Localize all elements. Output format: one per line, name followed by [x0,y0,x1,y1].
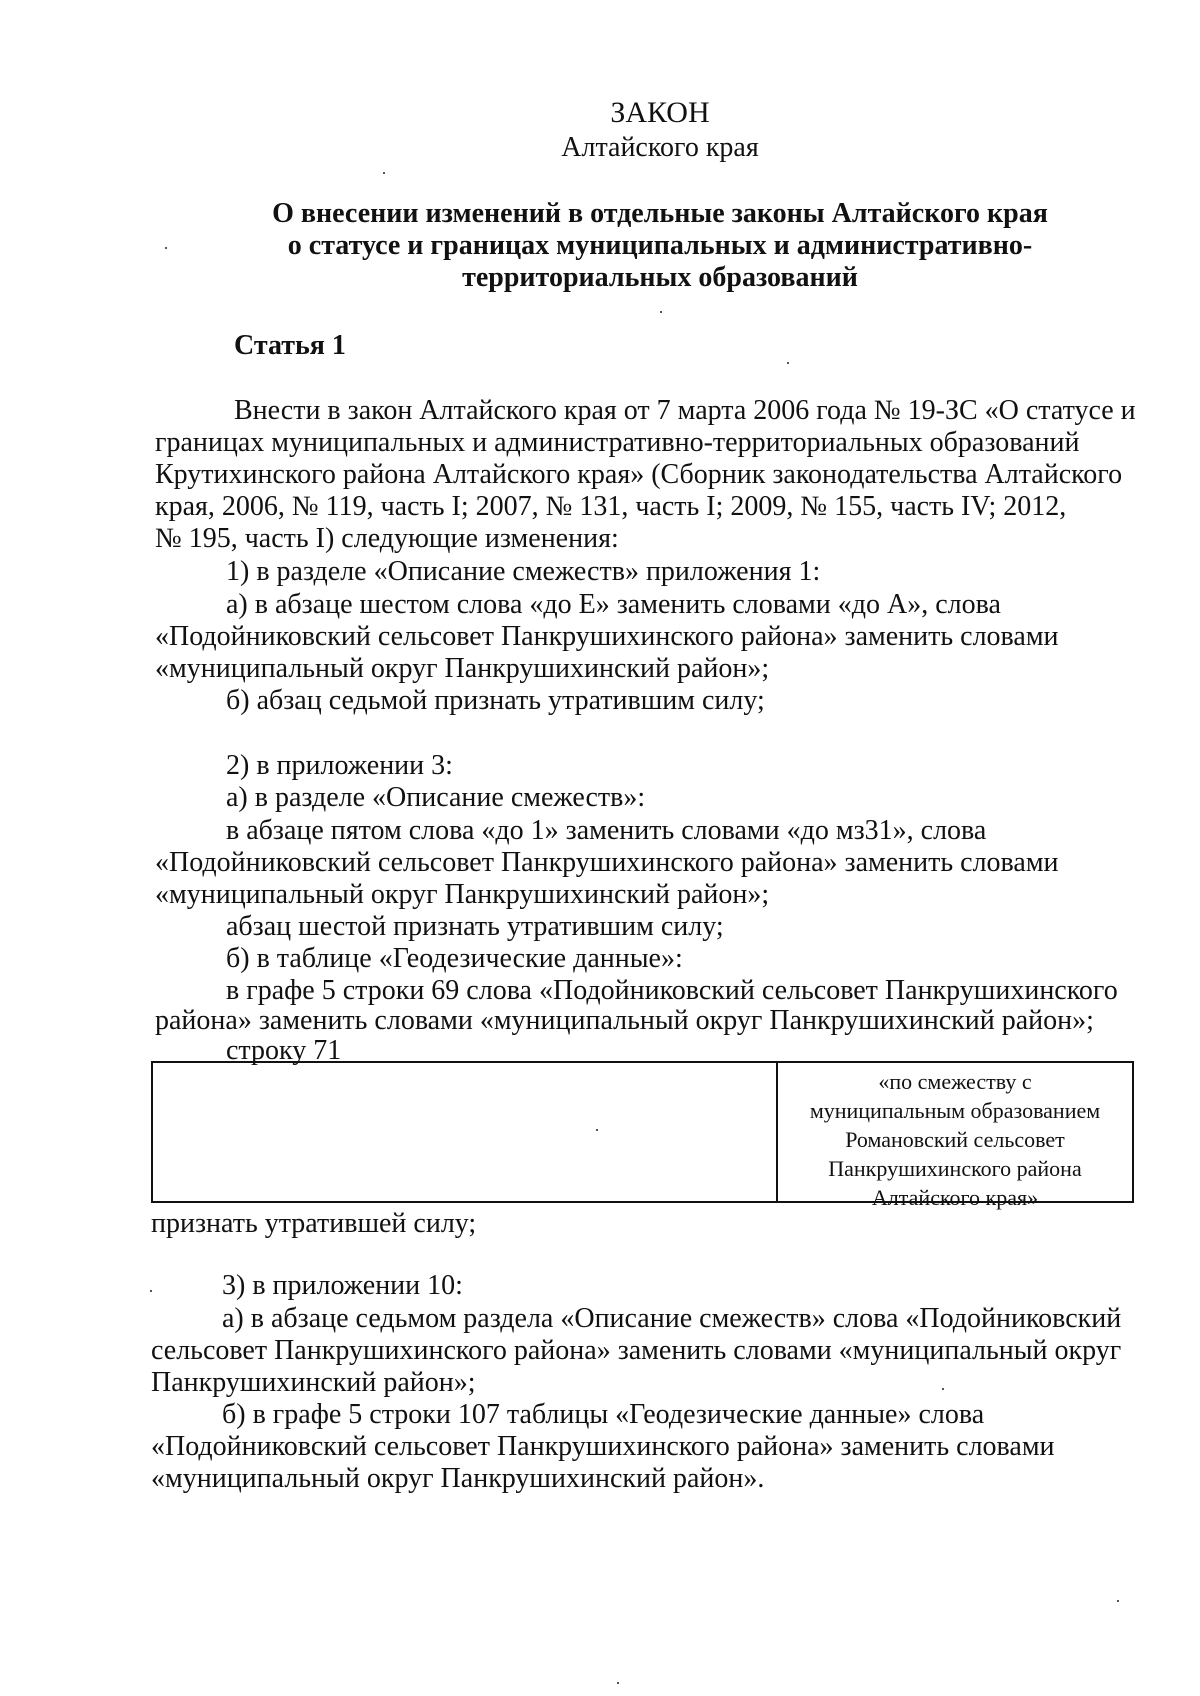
table-cell-line: Романовский сельсовет [845,1127,1065,1152]
item2-a-line-3: «муниципальный округ Панкрушихинский район»; [155,879,770,910]
item3-b-line-3: «муниципальный округ Панкрушихинский район». [151,1463,765,1494]
scan-speck [596,1129,598,1131]
item1-heading: 1) в разделе «Описание смежеств» приложения 1: [226,556,821,587]
item3-a-line-2: сельсовет Панкрушихинского района» заменить словами «муниципальный округ [151,1335,1122,1366]
document-title: ЗАКОН [610,96,710,129]
table-cell-line: «по смежеству с [878,1069,1032,1094]
item3-b-line-2: «Подойниковский сельсовет Панкрушихинского района» заменить словами [151,1431,1055,1462]
intro-line-3: Крутихинского района Алтайского края» (Сборник законодательства Алтайского [155,459,1123,490]
table-column-divider [776,1063,778,1201]
intro-line-2: границах муниципальных и административно-территориальных образований [155,427,1080,458]
item2-a-line-2: «Подойниковский сельсовет Панкрушихинского района» заменить словами [155,847,1059,878]
item2-after-table: признать утратившей силу; [151,1208,477,1239]
item2-b-heading: б) в таблице «Геодезические данные»: [226,943,683,974]
item2-a-line-4: абзац шестой признать утратившим силу; [226,911,724,942]
scan-speck [617,1682,619,1684]
scan-speck [660,311,662,313]
intro-line-4: края, 2006, № 119, часть I; 2007, № 131, часть I; 2009, № 155, часть IV; 2012, [155,491,1067,522]
item2-heading: 2) в приложении 3: [226,750,453,781]
item1-b: б) абзац седьмой признать утратившим силу; [226,685,765,716]
item1-a-line-3: «муниципальный округ Панкрушихинский район»; [155,653,770,684]
intro-line-5: № 195, часть I) следующие изменения: [155,523,619,554]
law-title-line-3: территориальных образований [462,262,858,293]
item3-a-line-1: а) в абзаце седьмом раздела «Описание смежеств» слова «Подойниковский [222,1303,1122,1334]
item3-b-line-1: б) в графе 5 строки 107 таблицы «Геодезические данные» слова [222,1399,985,1430]
item2-b-line-3: строку 71 [226,1035,342,1066]
scan-speck [150,1290,152,1292]
scan-speck [942,1388,944,1390]
table-cell-line: Алтайского края» [871,1185,1039,1210]
item2-a-line-1: в абзаце пятом слова «до 1» заменить словами «до мз31», слова [226,815,987,846]
scan-speck [787,362,789,364]
table-cell-column-5 [780,1067,1130,1212]
intro-line-1: Внести в закон Алтайского края от 7 марта 2006 года № 19-ЗС «О статусе и [234,395,1136,426]
document-subtitle: Алтайского края [561,132,759,163]
law-title-line-1: О внесении изменений в отдельные законы Алтайского края [272,198,1048,229]
item2-a-heading: а) в разделе «Описание смежеств»: [226,782,646,813]
law-title-line-2: о статусе и границах муниципальных и административно- [287,230,1033,261]
item1-a-line-2: «Подойниковский сельсовет Панкрушихинского района» заменить словами [155,621,1059,652]
table-cell-line: Панкрушихинского района [828,1156,1082,1181]
scan-speck [383,172,385,174]
geodetic-table-row [151,1061,1134,1210]
scan-speck [1117,1600,1119,1602]
item1-a-line-1: а) в абзаце шестом слова «до Е» заменить словами «до А», слова [226,589,1001,620]
item2-b-line-1: в графе 5 строки 69 слова «Подойниковский сельсовет Панкрушихинского [226,975,1118,1006]
item3-a-line-3: Панкрушихинский район»; [151,1367,476,1398]
table-cell-line: муниципальным образованием [809,1098,1101,1123]
item2-b-line-2: района» заменить словами «муниципальный округ Панкрушихинский район»; [155,1005,1094,1036]
article-heading: Статья 1 [234,330,346,361]
scan-speck [165,247,167,249]
item3-heading: 3) в приложении 10: [222,1270,463,1301]
